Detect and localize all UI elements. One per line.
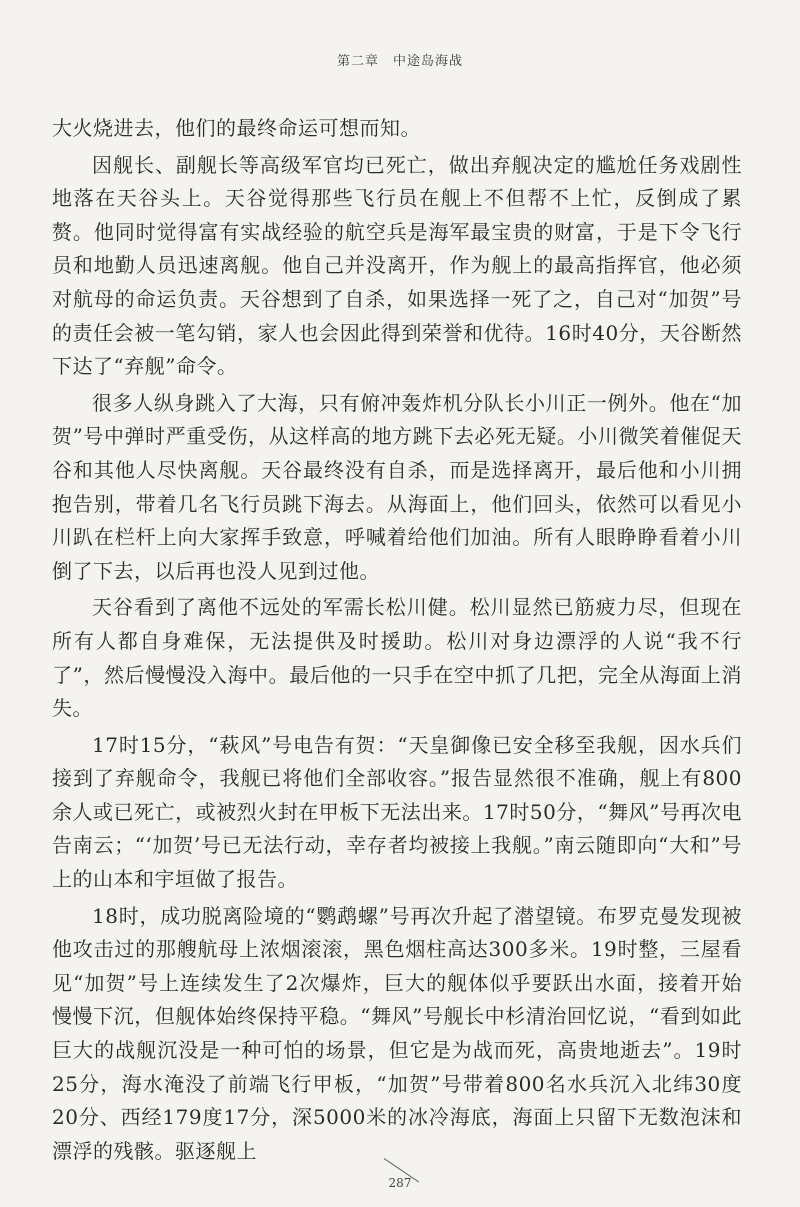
paragraph-4: 天谷看到了离他不远处的军需长松川健。松川显然已筋疲力尽，但现在所有人都自身难保，无法提供及时援助。松川对身边漂浮的人说“我不行了”，然后慢慢没入海中。最后他的一只手在空中抓了几把，完全从海面上消失。 bbox=[52, 595, 742, 721]
page-body bbox=[52, 112, 742, 1171]
paragraph-6: 18时，成功脱离险境的“鹦鹉螺”号再次升起了潜望镜。布罗克曼发现被他攻击过的那艘航母上浓烟滚滚，黑色烟柱高达300多米。19时整，三屋看见“加贺”号上连续发生了2次爆炸，巨大的舰体似乎要跃出水面，接着开始慢慢下沉，但舰体始终保持平稳。“舞风”号舰长中杉清治回忆说，“看到如此巨大的战舰沉没是一种可怕的场景，但它是为战而死，高贵地逝去”。19时25分，海水淹没了前端飞行甲板，“加贺”号带着800名水兵沉入北纬30度20分、西经179度17分，深5000米的冰冷海底，海面上只留下无数泡沫和漂浮的残骸。驱逐舰上 bbox=[52, 903, 742, 1163]
paragraph-1: 大火烧进去，他们的最终命运可想而知。 bbox=[52, 116, 421, 140]
chapter-header: 第二章 中途岛海战 bbox=[336, 54, 463, 69]
paragraph-2: 因舰长、副舰长等高级军官均已死亡，做出弃舰决定的尴尬任务戏剧性地落在天谷头上。天谷觉得那些飞行员在舰上不但帮不上忙，反倒成了累赘。他同时觉得富有实战经验的航空兵是海军最宝贵的财富，于是下令飞行员和地勤人员迅速离舰。他自己并没离开，作为舰上的最高指挥官，他必须对航母的命运负责。天谷想到了自杀，如果选择一死了之，自己对“加贺”号的责任会被一笔勾销，家人也会因此得到荣誉和优待。16时40分，天谷断然下达了“弃舰”命令。 bbox=[52, 152, 742, 379]
paragraph-3: 很多人纵身跳入了大海，只有俯冲轰炸机分队长小川正一例外。他在“加贺”号中弹时严重受伤，从这样高的地方跳下去必死无疑。小川微笑着催促天谷和其他人尽快离舰。天谷最终没有自杀，而是选择离开，最后他和小川拥抱告别，带着几名飞行员跳下海去。从海面上，他们回头，依然可以看见小川趴在栏杆上向大家挥手致意，呼喊着给他们加油。所有人眼睁睁看着小川倒了下去，以后再也没人见到过他。 bbox=[52, 390, 742, 583]
page-number: 287 bbox=[388, 1176, 412, 1190]
paragraph-5: 17时15分，“萩风”号电告有贺：“天皇御像已安全移至我舰，因水兵们接到了弃舰命令，我舰已将他们全部收容。”报告显然很不准确，舰上有800余人或已死亡，或被烈火封在甲板下无法出来。17时50分，“舞风”号再次电告南云；“‘加贺’号已无法行动，幸存者均被接上我舰。”南云随即向“大和”号上的山本和宇垣做了报告。 bbox=[52, 732, 742, 892]
